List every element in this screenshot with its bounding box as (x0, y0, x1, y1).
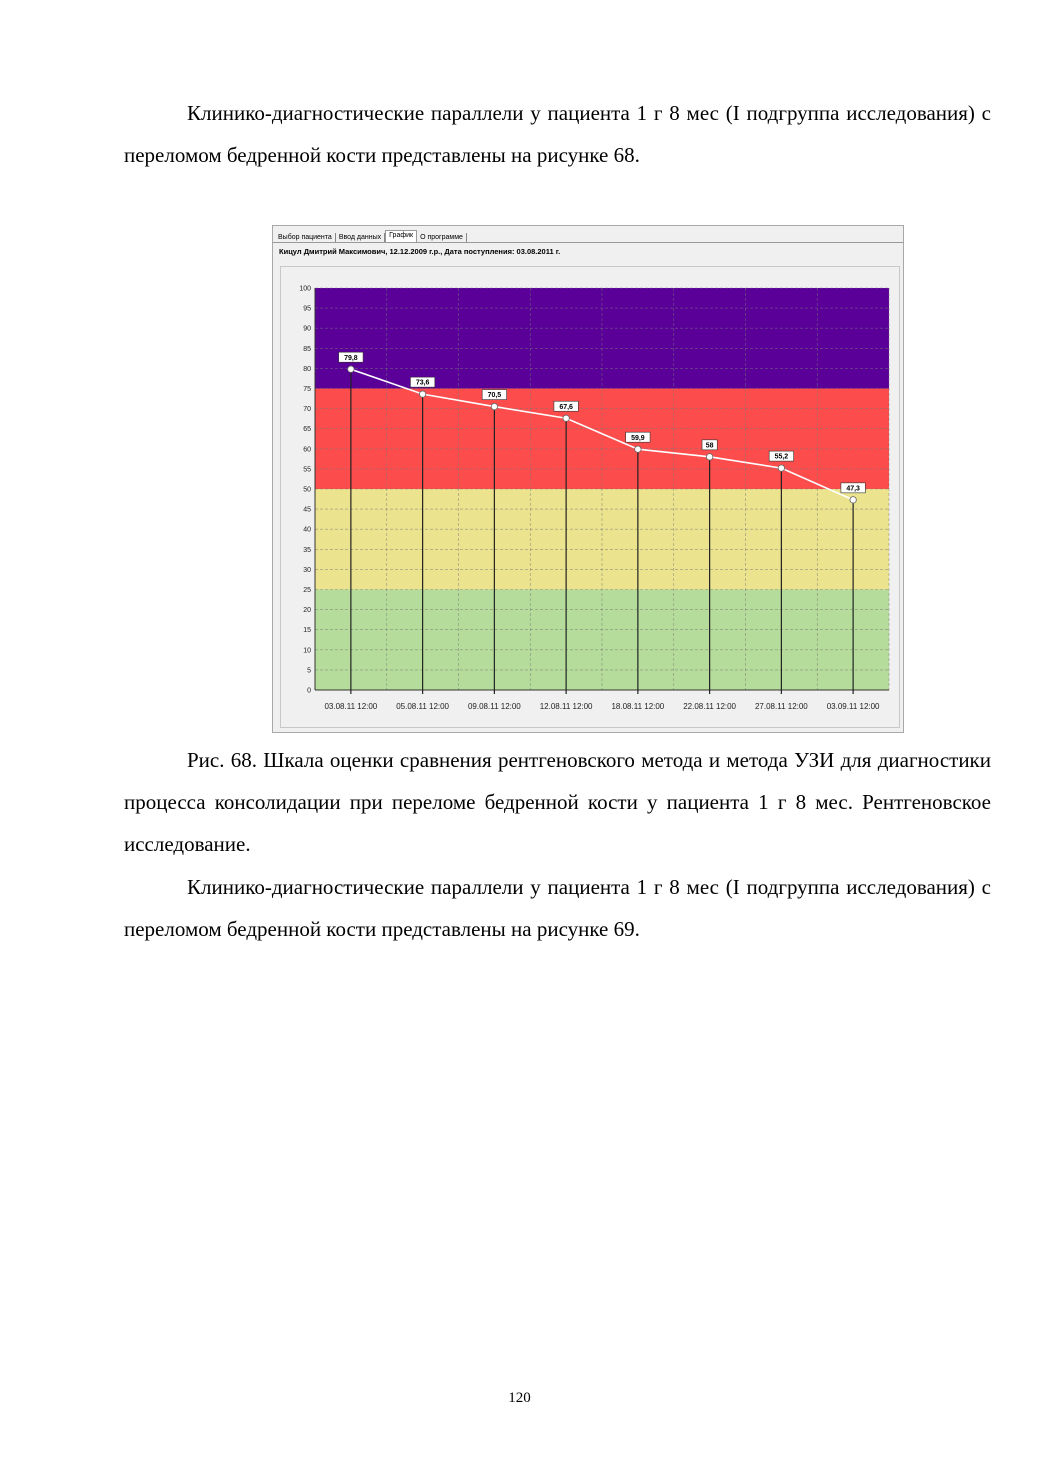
data-label: 70,5 (487, 392, 502, 400)
data-label: 73,6 (415, 379, 430, 387)
figure-caption: Рис. 68. Шкала оценки сравнения рентгеновского метода и метода УЗИ для диагностики процесса консолидации при переломе бедренной кости у пациента 1 г 8 мес. Рентгеновское исследование. (124, 748, 991, 856)
chart-panel (280, 266, 900, 728)
y-tick-label: 75 (303, 386, 311, 393)
y-tick-label: 45 (303, 506, 311, 514)
y-tick-label: 50 (303, 486, 311, 494)
y-tick-label: 0 (307, 687, 311, 695)
y-tick-label: 15 (303, 627, 311, 635)
tab-divider (273, 242, 903, 243)
tab-about[interactable]: О программе (417, 233, 467, 242)
data-point (706, 454, 712, 460)
x-tick-label: 03.08.11 12:00 (324, 702, 378, 711)
intro-paragraph: Клинико-диагностические параллели у пациента 1 г 8 мес (I подгруппа исследования) с переломом бедренной кости представлены на рисунке 68. (124, 101, 991, 167)
y-tick-label: 20 (303, 607, 311, 615)
data-point (491, 403, 497, 409)
y-tick-label: 80 (303, 365, 311, 373)
tab-patient-select[interactable]: Выбор пациента (275, 233, 336, 242)
y-tick-label: 95 (303, 305, 311, 313)
x-tick-label: 22.08.11 12:00 (683, 702, 737, 711)
page-number: 120 (508, 1390, 531, 1406)
data-label: 58 (705, 442, 714, 450)
tab-data-entry[interactable]: Ввод данных (336, 233, 385, 242)
y-tick-label: 60 (303, 446, 311, 454)
x-tick-label: 27.08.11 12:00 (754, 702, 808, 711)
data-label: 59,9 (631, 434, 645, 442)
x-tick-label: 03.09.11 12:00 (826, 702, 880, 711)
y-tick-label: 100 (299, 285, 311, 293)
y-tick-label: 40 (303, 526, 311, 534)
x-tick-label: 12.08.11 12:00 (539, 702, 593, 711)
data-point (348, 366, 354, 372)
data-point (563, 415, 569, 421)
x-tick-label: 09.08.11 12:00 (467, 702, 521, 711)
y-tick-label: 30 (303, 566, 311, 574)
data-point (850, 497, 856, 503)
data-label: 47,3 (846, 485, 860, 493)
data-point (778, 465, 784, 471)
data-point (419, 391, 425, 397)
x-tick-label: 05.08.11 12:00 (396, 702, 450, 711)
figure-app-screenshot (272, 225, 904, 733)
chart (281, 267, 899, 727)
data-label: 67,6 (559, 403, 573, 411)
data-label: 55,2 (774, 453, 789, 461)
tab-bar (275, 228, 467, 242)
y-tick-label: 65 (303, 426, 311, 434)
patient-info: Кицул Дмитрий Максимович, 12.12.2009 г.р., Дата поступления: 03.08.2011 г. (279, 247, 561, 256)
next-paragraph: Клинико-диагностические параллели у пациента 1 г 8 мес (I подгруппа исследования) с переломом бедренной кости представлены на рисунке 69. (124, 875, 991, 941)
y-tick-label: 70 (303, 406, 311, 414)
y-tick-label: 55 (303, 466, 311, 474)
y-tick-label: 90 (303, 325, 311, 333)
y-tick-label: 5 (307, 667, 311, 675)
y-tick-label: 25 (303, 587, 311, 594)
data-label: 79,8 (344, 354, 358, 362)
y-tick-label: 35 (303, 546, 311, 554)
y-tick-label: 10 (303, 647, 311, 655)
data-point (635, 446, 641, 452)
tab-graph[interactable]: График (385, 230, 417, 242)
y-tick-label: 85 (303, 345, 311, 353)
x-tick-label: 18.08.11 12:00 (611, 702, 665, 711)
